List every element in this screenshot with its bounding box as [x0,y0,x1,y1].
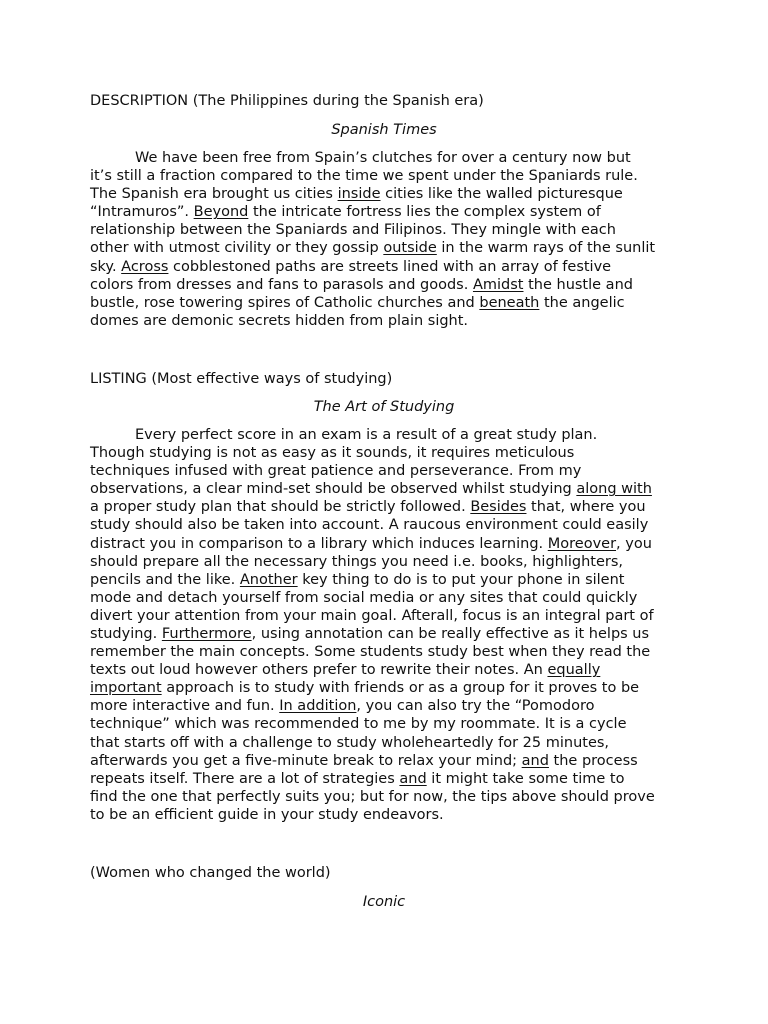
text-run: remember the main concepts. Some students study best when they read the [90,644,651,661]
text-run: it’s still a fraction compared to the time we spent under the Spaniards rule. [90,168,638,185]
section-heading-description: DESCRIPTION (The Philippines during the Spanish era) [90,93,484,109]
text-run: cobblestoned paths are streets lined with an array of festive [168,258,612,275]
text-run: colors from dresses and fans to parasols and goods. [90,276,473,293]
text-run: should prepare all the necessary things you need i.e. books, highlighters, [90,553,624,570]
text-run: Though studying is not as easy as it sounds, it requires meticulous [90,445,575,462]
paragraph-line [90,679,690,697]
paragraph-line [90,535,690,553]
paragraph-line [90,770,690,788]
text-run: mode and detach yourself from social media or any sites that could quickly [90,589,638,606]
paragraph-line [90,185,690,203]
paragraph-line [90,462,690,480]
essay-title-spanish-times: Spanish Times [331,122,437,138]
paragraph-line [90,625,690,643]
text-run: study should also be taken into account. A raucous environment could easily [90,517,649,534]
paragraph-line [90,571,690,589]
text-run: divert your attention from your main goal. Afterall, focus is an integral part of [90,607,654,624]
paragraph-line [90,516,690,534]
text-run: technique” which was recommended to me by my roommate. It is a cycle [90,716,627,733]
text-run: bustle, rose towering spires of Catholic churches and [90,294,480,311]
text-run: the hustle and [523,276,633,293]
text-run: cities like the walled picturesque [380,186,623,203]
essay-title-art-of-studying: The Art of Studying [313,398,455,415]
underlined-word: Furthermore [161,625,252,642]
underlined-word: equally [547,662,601,679]
paragraph-line [90,480,690,498]
text-run: the intricate fortress lies the complex system of [248,204,601,221]
text-run: observations, a clear mind-set should be observed whilst studying [90,481,577,498]
text-run: texts out loud however others prefer to rewrite their notes. An [90,662,548,679]
text-run: We have been free from Spain’s clutches for over a century now but [135,150,631,166]
text-run: the angelic [539,294,625,311]
paragraph-line [90,734,690,752]
text-run: repeats itself. There are a lot of strategies [90,770,400,787]
paragraph-line [90,294,690,312]
paragraph-line [90,643,690,661]
text-run: , you [616,535,652,552]
paragraph-line [90,258,690,276]
underlined-word: important [90,680,162,697]
text-run: pencils and the like. [90,571,240,588]
underlined-word: Besides [470,499,527,516]
text-run: The Spanish era brought us cities [90,186,338,203]
paragraph-line [90,589,690,607]
text-run: techniques infused with great patience and perseverance. From my [90,463,582,480]
underlined-word: beneath [479,294,540,311]
essay-title-iconic: Iconic [362,894,406,910]
paragraph-line [90,788,690,806]
underlined-word: outside [383,240,437,257]
paragraph-line [90,498,690,516]
underlined-word: Beyond [193,204,249,221]
underlined-word: inside [337,186,381,203]
text-run: more interactive and fun. [90,698,280,715]
text-run: key thing to do is to put your phone in silent [297,571,625,588]
text-run: that, where you [526,499,646,516]
paragraph-line [90,715,690,733]
section-heading-listing: LISTING (Most effective ways of studying) [90,370,393,387]
document-page [90,92,690,911]
paragraph-line [90,239,690,257]
section-heading-women: (Women who changed the world) [90,865,331,881]
paragraph-line [90,553,690,571]
text-run: relationship between the Spaniards and Filipinos. They mingle with each [90,222,616,239]
paragraph-line [90,149,690,167]
text-run: , you can also try the “Pomodoro [356,698,595,715]
paragraph-line [90,221,690,239]
text-run: “Intramuros”. [90,204,194,221]
paragraph-line [90,806,690,824]
underlined-word: Moreover [547,535,617,552]
underlined-word: along with [576,481,652,498]
paragraph-line [90,312,690,330]
text-run: afterwards you get a five-minute break to relax your mind; [90,752,522,769]
text-run: distract you in comparison to a library which induces learning. [90,535,548,552]
text-run: the process [548,752,638,769]
text-run: domes are demonic secrets hidden from plain sight. [90,312,469,329]
text-run: , using annotation can be really effective as it helps us [251,625,650,642]
paragraph-line [90,661,690,679]
underlined-word: Amidst [472,276,524,293]
underlined-word: Another [239,571,298,588]
essay-paragraph-art-of-studying [90,426,690,824]
essay-paragraph-spanish-times [90,149,690,330]
text-run: in the warm rays of the sunlit [436,240,656,257]
paragraph-line [90,697,690,715]
paragraph-line [90,752,690,770]
underlined-word: and [399,770,427,787]
text-run: find the one that perfectly suits you; but for now, the tips above should prove [90,788,655,805]
underlined-word: and [521,752,549,769]
paragraph-line [90,607,690,625]
text-run: studying. [90,625,162,642]
text-run: a proper study plan that should be strictly followed. [90,499,471,516]
paragraph-line [90,444,690,462]
text-run: to be an efficient guide in your study endeavors. [90,806,444,823]
text-run: approach is to study with friends or as a group for it proves to be [161,680,640,697]
underlined-word: In addition [279,698,357,715]
paragraph-line [90,426,690,444]
text-run: other with utmost civility or they gossip [90,240,384,257]
paragraph-line [90,167,690,185]
text-run: Every perfect score in an exam is a result of a great study plan. [135,426,598,443]
underlined-word: Across [121,258,169,275]
text-run: that starts off with a challenge to study wholeheartedly for 25 minutes, [90,734,610,751]
paragraph-line [90,276,690,294]
text-run: it might take some time to [426,770,625,787]
text-run: sky. [90,258,122,275]
paragraph-line [90,203,690,221]
